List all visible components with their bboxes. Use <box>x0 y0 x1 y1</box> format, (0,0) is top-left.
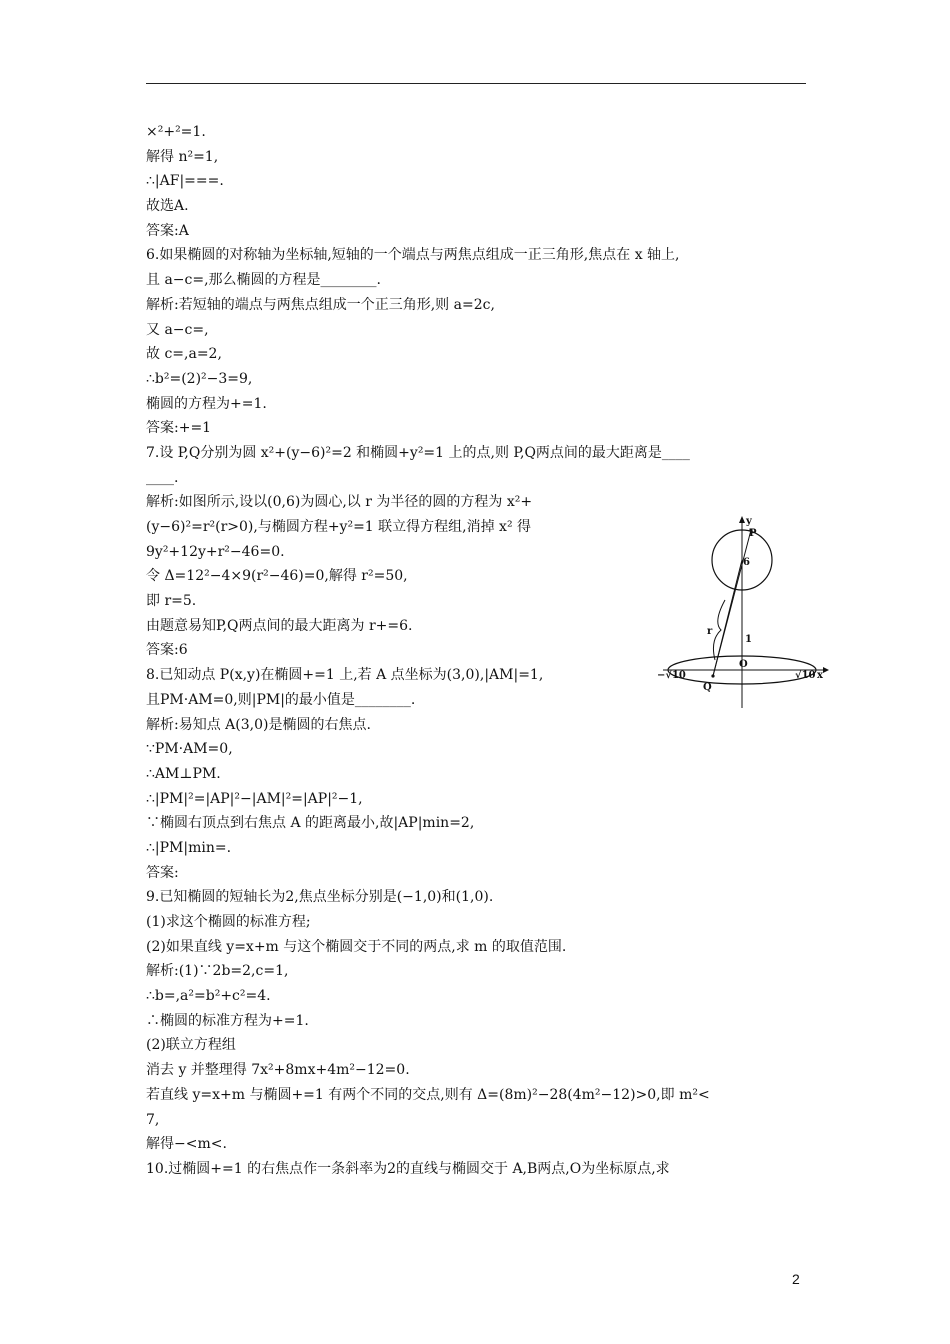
label-pos-sqrt10: √10 <box>795 670 816 681</box>
point-q <box>711 674 714 677</box>
text-line: 故选A. <box>146 198 189 215</box>
text-line: 且PM·AM=0,则|PM|的最小值是________. <box>146 691 416 708</box>
text-line: ∴|PM|min=. <box>146 839 232 856</box>
problem-8-statement: 8.已知动点 P(x,y)在椭圆+=1 上,若 A 点坐标为(3,0),|AM|=1, <box>146 667 544 684</box>
text-line: 解析:如图所示,设以(0,6)为圆心,以 r 为半径的圆的方程为 x²+ <box>146 494 533 511</box>
text-line: 答案:6 <box>146 642 188 659</box>
text-line: ∴AM⊥PM. <box>146 765 221 782</box>
text-line: 9y²+12y+r²−46=0. <box>146 543 285 560</box>
problem-9-statement: 9.已知椭圆的短轴长为2,焦点坐标分别是(−1,0)和(1,0). <box>146 889 494 906</box>
label-r: r <box>707 626 713 637</box>
text-line: 答案:+=1 <box>146 420 212 437</box>
text-line: ∴椭圆的标准方程为+=1. <box>146 1012 309 1029</box>
text-line: (2)如果直线 y=x+m 与这个椭圆交于不同的两点,求 m 的取值范围. <box>146 938 567 955</box>
header-rule <box>146 83 806 84</box>
label-one: 1 <box>745 634 752 645</box>
text-line: 若直线 y=x+m 与椭圆+=1 有两个不同的交点,则有 Δ=(8m)²−28(4m²−12)>0,即 m²< <box>146 1086 710 1103</box>
text-line: 且 a−c=,那么椭圆的方程是________. <box>146 272 381 289</box>
text-line: ∵椭圆右顶点到右焦点 A 的距离最小,故|AP|min=2, <box>146 815 475 832</box>
y-axis-arrow-icon <box>739 516 745 523</box>
text-line: 椭圆的方程为+=1. <box>146 395 267 412</box>
text-line: 即 r=5. <box>146 593 197 610</box>
label-o: O <box>739 659 748 670</box>
text-line: 7, <box>146 1111 160 1128</box>
text-line: (1)求这个椭圆的标准方程; <box>146 914 311 930</box>
text-line: ∵PM·AM=0, <box>146 741 233 758</box>
text-line: 令 Δ=12²−4×9(r²−46)=0,解得 r²=50, <box>146 568 408 585</box>
label-q: Q <box>703 682 712 693</box>
label-neg-sqrt10: −√10 <box>657 670 686 681</box>
page-number: 2 <box>792 1271 800 1287</box>
label-six: 6 <box>743 557 750 568</box>
text-line: 故 c=,a=2, <box>146 346 222 363</box>
text-line: 又 a−c=, <box>146 321 209 338</box>
x-axis-arrow-icon <box>823 667 829 673</box>
text-line: 解析:(1)∵2b=2,c=1, <box>146 963 289 980</box>
problem-7-statement: 7.设 P,Q分别为圆 x²+(y−6)²=2 和椭圆+y²=1 上的点,则 P,Q两点间的最大距离是____ <box>146 444 690 461</box>
text-line: 解得−<m<. <box>146 1136 227 1153</box>
text-line: (y−6)²=r²(r>0),与椭圆方程+y²=1 联立得方程组,消掉 x² 得 <box>146 519 532 535</box>
text-line: ∴b=,a²=b²+c²=4. <box>146 988 271 1005</box>
problem-6-statement: 6.如果椭圆的对称轴为坐标轴,短轴的一个端点与两焦点组成一正三角形,焦点在 x 轴上, <box>146 247 680 264</box>
text-line: 消去 y 并整理得 7x²+8mx+4m²−12=0. <box>146 1062 410 1079</box>
problem-10-statement: 10.过椭圆+=1 的右焦点作一条斜率为2的直线与椭圆交于 A,B两点,O为坐标原点,求 <box>146 1160 670 1177</box>
text-line: ____. <box>146 469 179 486</box>
text-line: 由题意易知P,Q两点间的最大距离为 r+=6. <box>146 617 413 634</box>
text-line: (2)联立方程组 <box>146 1037 236 1054</box>
text-line: 答案:A <box>146 222 189 239</box>
label-p: P <box>749 528 757 539</box>
label-x: x <box>817 670 823 681</box>
label-y: y <box>746 516 752 527</box>
ellipse-circle-figure <box>655 510 830 710</box>
text-line: ∴|AF|===. <box>146 173 224 190</box>
text-line: 答案: <box>146 864 179 881</box>
text-line: ∴b²=(2)²−3=9, <box>146 370 253 387</box>
text-line: ∴|PM|²=|AP|²−|AM|²=|AP|²−1, <box>146 790 363 807</box>
text-line: 解析:若短轴的端点与两焦点组成一个正三角形,则 a=2c, <box>146 296 495 313</box>
text-line: 解析:易知点 A(3,0)是椭圆的右焦点. <box>146 716 371 733</box>
text-line: 解得 n²=1, <box>146 148 219 165</box>
text-line: ×²+²=1. <box>146 124 206 140</box>
